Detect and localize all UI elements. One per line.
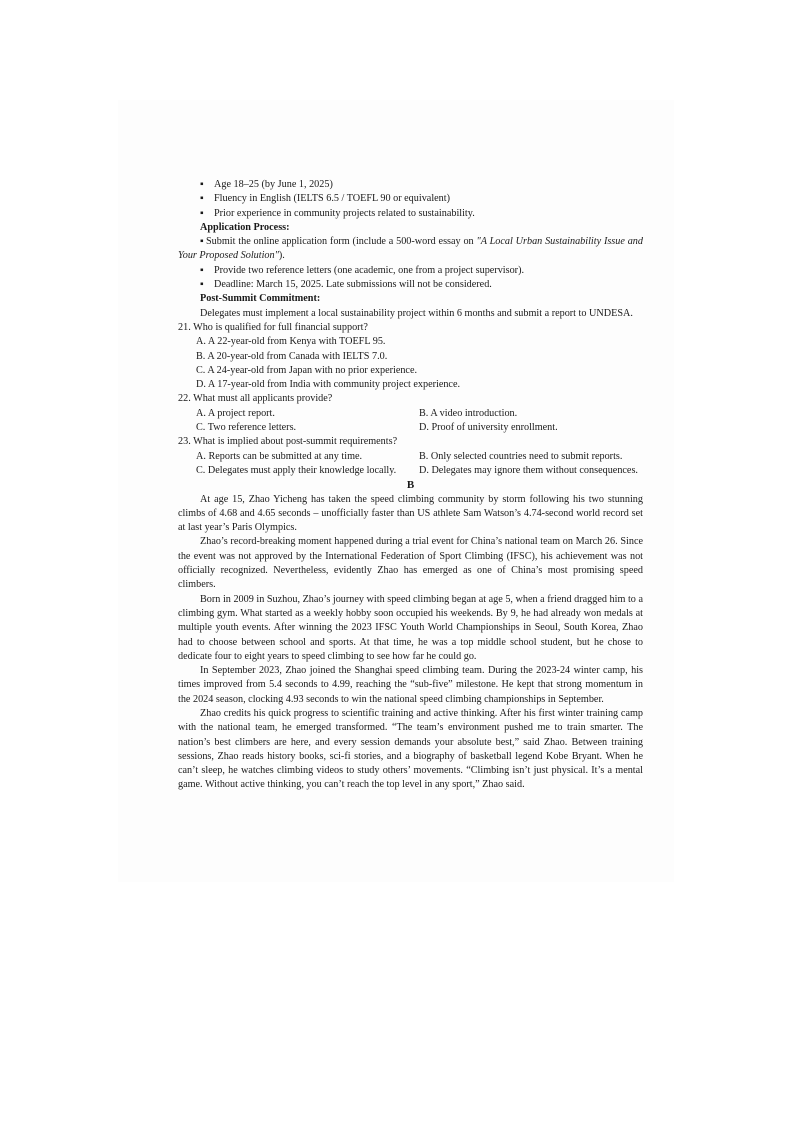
question-23-stem: 23. What is implied about post-summit requirements? <box>178 436 398 448</box>
question-22-option-d: D. Proof of university enrollment. <box>419 422 558 434</box>
passage-paragraph: In September 2023, Zhao joined the Shanghai speed climbing team. During the 2023-24 winter camp, his times improved from 5.4 seconds to 4.99, reaching the “sub-five” milestone. He kept that strong momentum in the 2024 season, clocking 4.93 seconds to win the national speed climbing championships in September. <box>178 665 643 705</box>
question-21-option: A. A 22-year-old from Kenya with TOEFL 95. <box>196 336 386 348</box>
application-item <box>178 264 643 278</box>
question-23-option-d: D. Delegates may ignore them without consequences. <box>419 464 638 476</box>
question-22-options-row <box>178 421 643 435</box>
question-22-option-c: C. Two reference letters. <box>196 422 297 434</box>
application-heading: Application Process: <box>200 221 290 233</box>
question-23-option-b: B. Only selected countries need to submit reports. <box>419 450 623 462</box>
passage-paragraph: Zhao’s record-breaking moment happened during a trial event for China’s national team on March 26. Since the event was not approved by the International Federation of Sport Climbing (IFSC), his achievement was not officially recognized. Nevertheless, evidently Zhao has emerged as one of China’s most promising speed climbers. <box>178 536 643 591</box>
question-21-option: D. A 17-year-old from India with community project experience. <box>196 379 461 391</box>
question-23-options-row <box>178 464 643 478</box>
commitment-text: Delegates must implement a local sustainability project within 6 months and submit a report to UNDESA. <box>200 307 633 319</box>
passage-paragraph: Born in 2009 in Suzhou, Zhao’s journey with speed climbing began at age 5, when a friend dragged him to a climbing gym. What started as a weekly hobby soon occupied his weekends. By 9, he had already won medals at multiple youth events. After winning the 2023 IFSC Youth World Championships in Seoul, South Korea, Zhao had to choose between school and sports. At that time, he was a top middle school student, but he chose to dedicate four to eight years to speed climbing to see how far he could go. <box>178 593 643 662</box>
application-item-text: Provide two reference letters (one academic, one from a project supervisor). <box>214 264 525 276</box>
question-22-options-row <box>178 407 643 421</box>
question-22-stem: 22. What must all applicants provide? <box>178 393 333 405</box>
question-21-option: C. A 24-year-old from Japan with no prior experience. <box>196 364 418 376</box>
requirement-text: Fluency in English (IELTS 6.5 / TOEFL 90 or equivalent) <box>214 193 450 205</box>
question-22-option-a: A. A project report. <box>196 407 275 419</box>
requirement-item <box>178 207 643 221</box>
requirement-item <box>178 178 643 192</box>
question-23-option-c: C. Delegates must apply their knowledge locally. <box>196 464 397 476</box>
requirement-text: Prior experience in community projects related to sustainability. <box>214 207 475 219</box>
essay-title: "A Local Urban Sustainability Issue and Your Proposed Solution" <box>178 236 643 262</box>
question-21-option: B. A 20-year-old from Canada with IELTS 7.0. <box>196 350 388 362</box>
question-23-options-row <box>178 450 643 464</box>
passage-paragraph: Zhao credits his quick progress to scientific training and active thinking. After his first winter training camp with the national team, he emerged transformed. “The team’s environment pushed me to train smarter. The nation’s best climbers are here, and every session demands your absolute best,” said Zhao. Between training sessions, Zhao reads history books, sci-fi stories, and a biography of basketball legend Kobe Bryant. When he can’t sleep, he watches climbing videos to study others’ movements. “Climbing isn’t just physical. It’s a mental game. Without active thinking, you can’t reach the top level in any sport,” Zhao said. <box>178 707 643 791</box>
exam-page-content <box>178 178 643 793</box>
question-21-stem: 21. Who is qualified for full financial support? <box>178 321 368 333</box>
commitment-heading: Post-Summit Commitment: <box>200 293 321 305</box>
application-item-prefix: Submit the online application form (include a 500-word essay on <box>206 236 477 248</box>
section-b-heading: B <box>406 479 415 492</box>
requirement-item <box>178 192 643 206</box>
application-item-suffix: ). <box>278 250 285 262</box>
application-item-text <box>178 236 643 261</box>
application-item <box>178 235 643 264</box>
question-22-option-b: B. A video introduction. <box>419 407 518 419</box>
passage-paragraph: At age 15, Zhao Yicheng has taken the speed climbing community by storm following his two stunning climbs of 4.68 and 4.65 seconds – unofficially faster than US athlete Sam Watson’s 4.74-second world record set at last year’s Paris Olympics. <box>178 493 643 534</box>
application-item <box>178 278 643 292</box>
application-item-text: Deadline: March 15, 2025. Late submissions will not be considered. <box>214 279 492 291</box>
question-23-option-a: A. Reports can be submitted at any time. <box>196 450 363 462</box>
requirement-text: Age 18–25 (by June 1, 2025) <box>214 179 333 190</box>
